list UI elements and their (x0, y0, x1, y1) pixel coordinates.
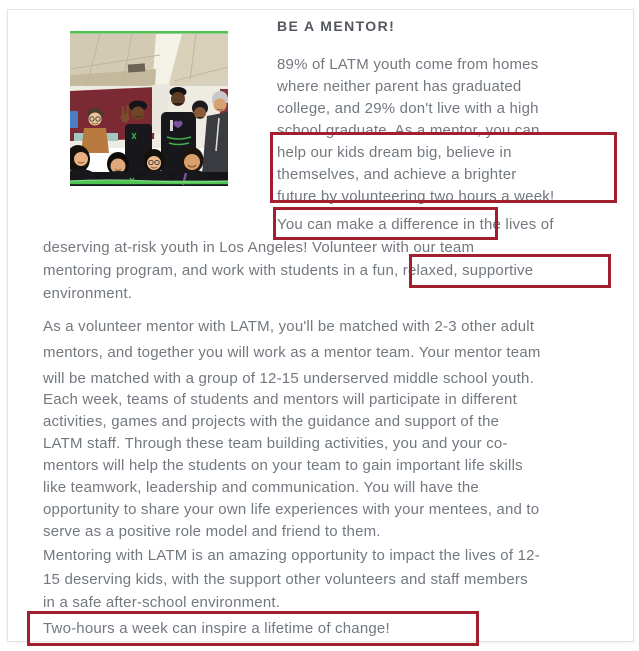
paragraph-line: Two-hours a week can inspire a lifetime of change! (43, 620, 390, 637)
group-photo-illustration (70, 31, 228, 186)
paragraph-line: Each week, teams of students and mentors will participate in different (43, 391, 517, 408)
paragraph-make-a-difference (43, 213, 621, 305)
paragraph-line: college, and 29% don't live with a high (277, 100, 539, 117)
paragraph-line: You can make a difference in the lives of (277, 216, 554, 233)
paragraph-line: 89% of LATM youth come from homes (277, 56, 539, 73)
content-card (7, 9, 634, 642)
paragraph-line: themselves, and achieve a brighter (277, 166, 517, 183)
paragraph-line: serve as a positive role model and friend to them. (43, 523, 381, 540)
paragraph-line: environment. (43, 285, 133, 302)
paragraph-line: in a safe after-school environment. (43, 594, 281, 611)
paragraph-line: where neither parent has graduated (277, 78, 522, 95)
paragraph-line: opportunity to share your own life experiences with your mentees, and to (43, 501, 540, 518)
paragraph-line: help our kids dream big, believe in (277, 144, 512, 161)
paragraph-line: mentors, and together you will work as a mentor team. Your mentor team (43, 344, 541, 361)
paragraph-line: activities, games and projects with the guidance and support of the (43, 413, 500, 430)
paragraph-intro-stats (277, 54, 629, 208)
paragraph-impact (43, 544, 621, 615)
paragraph-line: will be matched with a group of 12-15 underserved middle school youth. (43, 370, 534, 387)
paragraph-line: 15 deserving kids, with the support other volunteers and staff members (43, 570, 528, 588)
paragraph-weekly-activities (43, 389, 621, 543)
paragraph-closing (43, 617, 621, 640)
paragraph-line: school graduate. As a mentor, you can (277, 122, 540, 139)
paragraph-line: mentoring program, and work with students in a fun, relaxed, supportive (43, 262, 534, 279)
paragraph-line: like teamwork, leadership and communication. You will have the (43, 479, 479, 496)
page-title: BE A MENTOR! (277, 18, 396, 34)
paragraph-mentor-team (43, 314, 621, 392)
paragraph-line: Mentoring with LATM is an amazing opportunity to impact the lives of 12- (43, 547, 540, 564)
paragraph-line: mentors will help the students on your team to gain important life skills (43, 457, 523, 474)
paragraph-line: future by volunteering two hours a week! (277, 188, 555, 205)
paragraph-line: deserving at-risk youth in Los Angeles! Volunteer with our team (43, 239, 475, 256)
paragraph-line: As a volunteer mentor with LATM, you'll be matched with 2-3 other adult (43, 318, 535, 335)
mentors-group-photo (70, 31, 228, 186)
paragraph-line: LATM staff. Through these team building activities, you and your co- (43, 435, 508, 452)
